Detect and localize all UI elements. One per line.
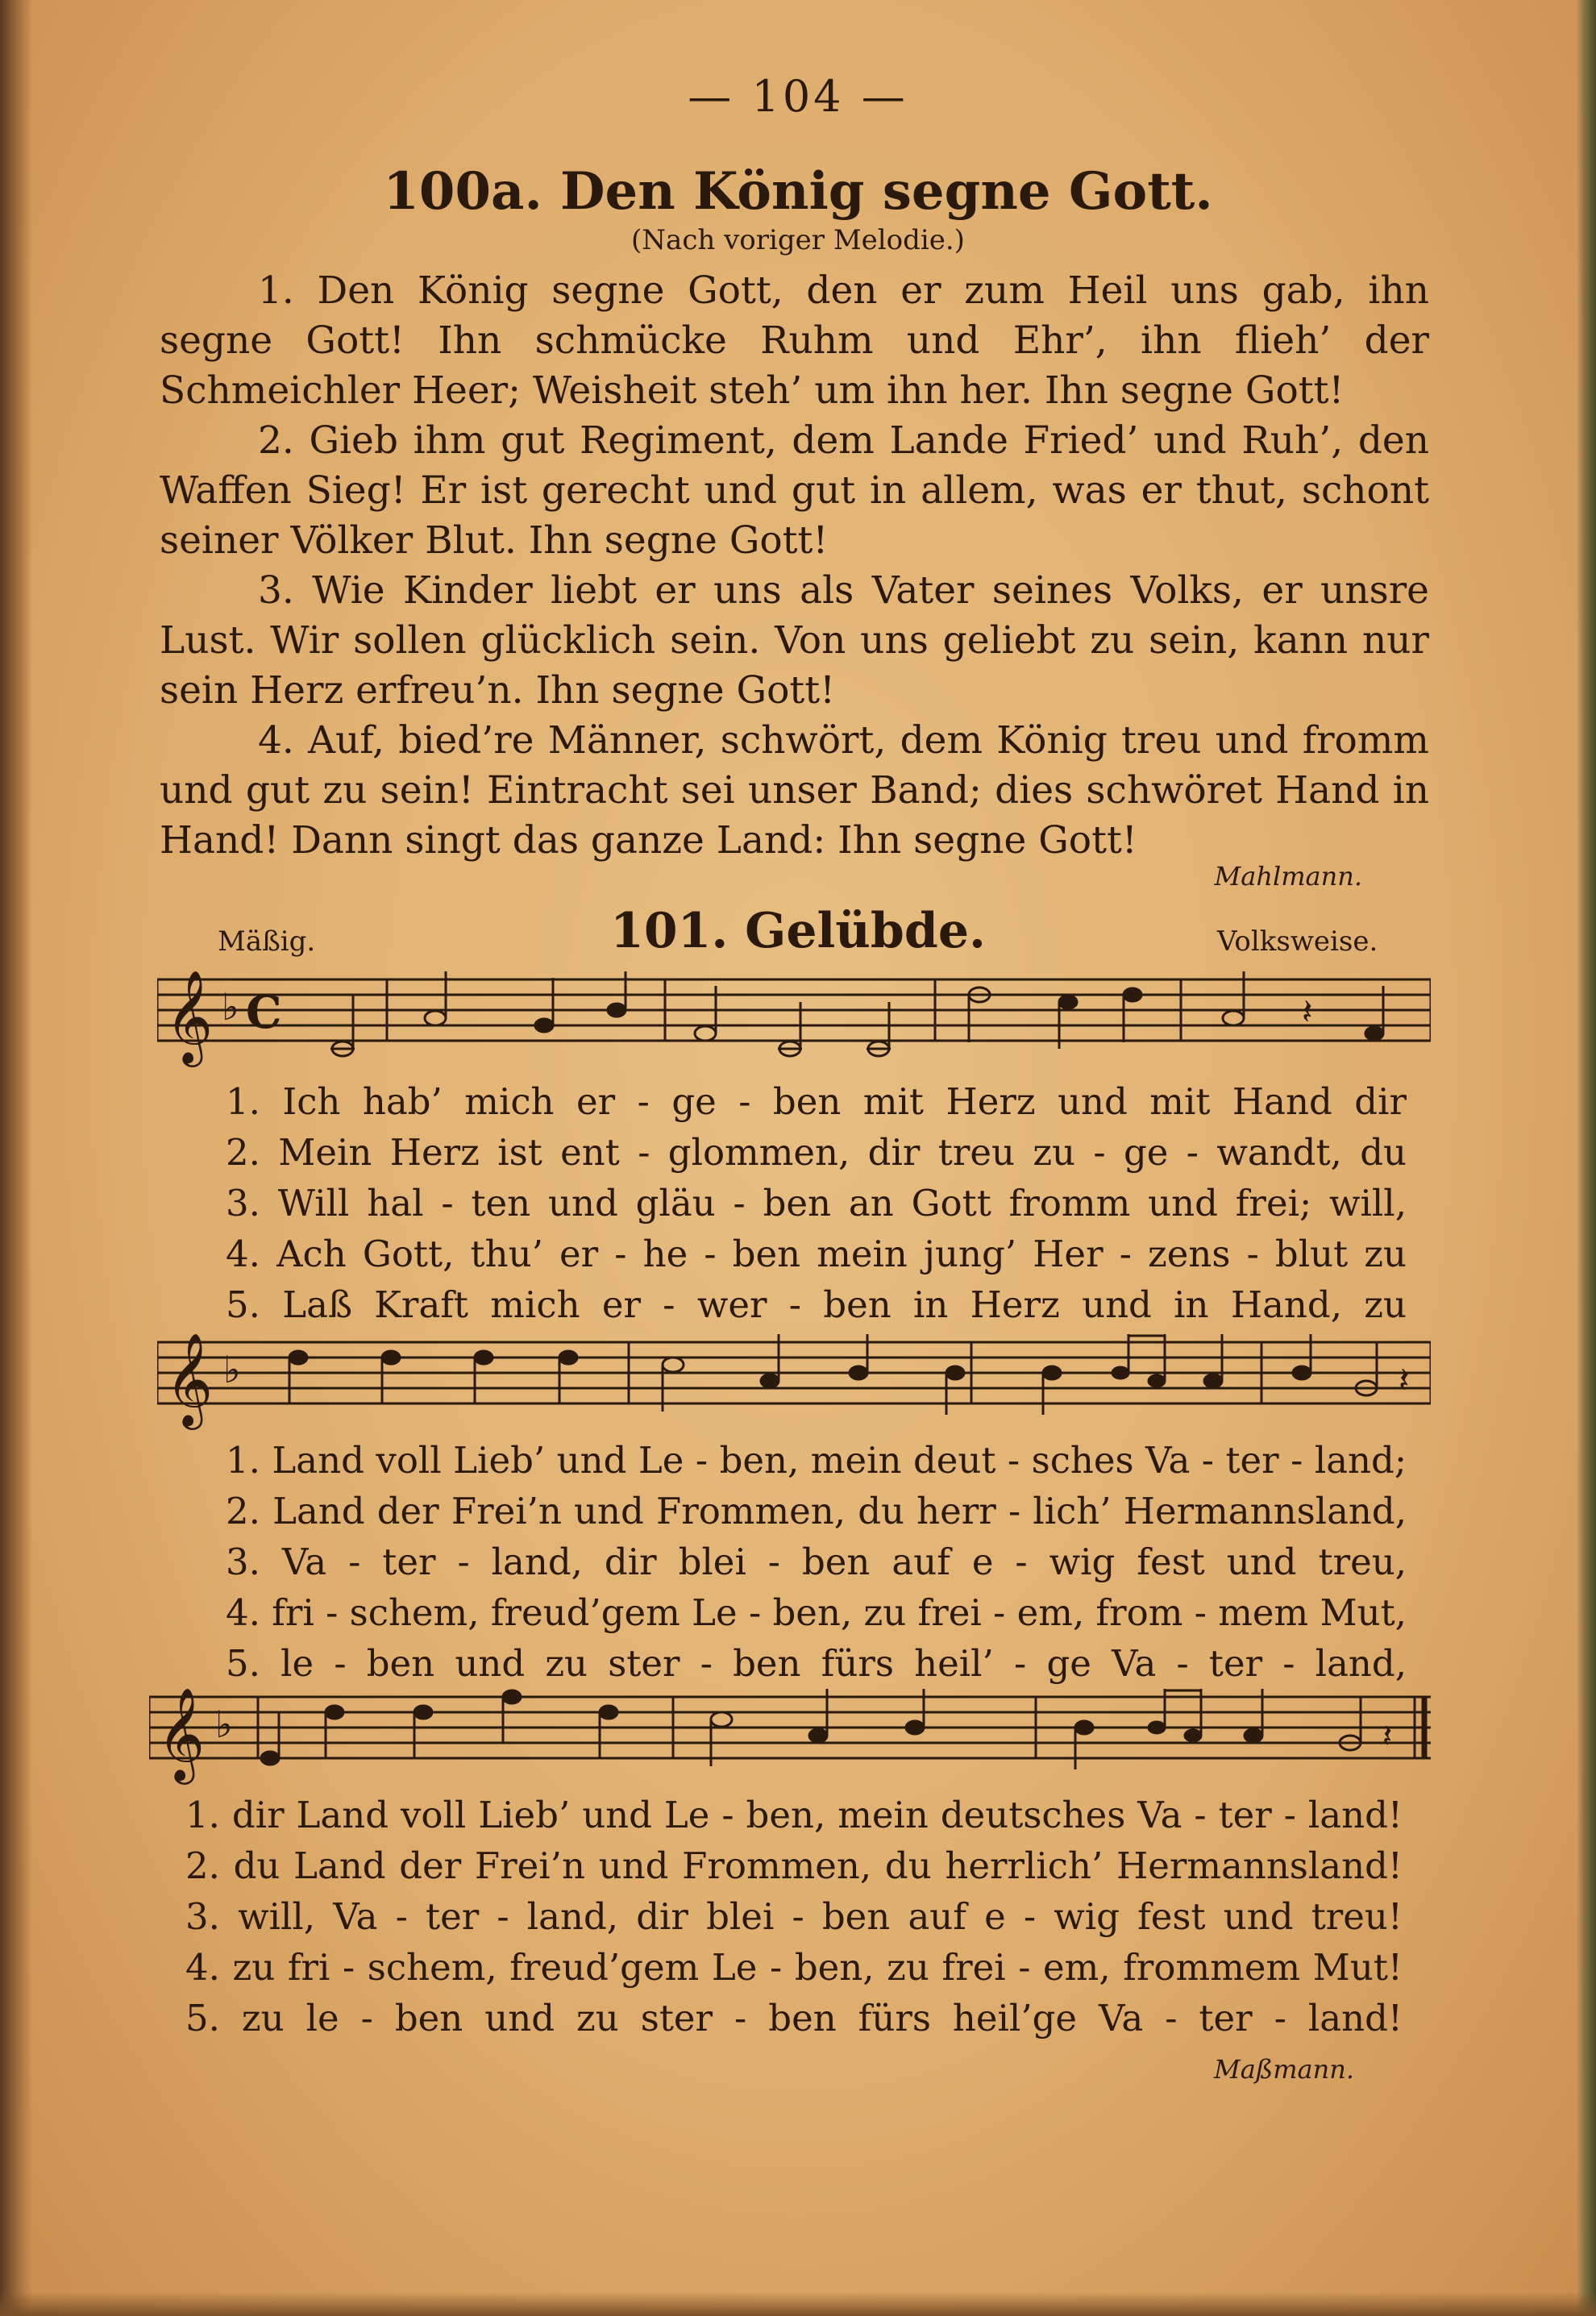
lyric-line: 4. fri - schem, freud’gem Le - ben, zu frei - em, from - mem Mut,: [226, 1591, 1407, 1634]
music-staff-2: [157, 1334, 1431, 1439]
page-edge-left: [0, 0, 32, 2316]
system-3-lyrics: [185, 1790, 1403, 2044]
lyric-line: 2. Mein Herz ist ent - glommen, dir treu zu - ge - wandt, du: [226, 1131, 1407, 1174]
melody-origin: Volksweise.: [1217, 925, 1378, 958]
lyric-line: 3. Va - ter - land, dir blei - ben auf e - wig fest und treu,: [226, 1541, 1407, 1583]
lyric-line: 2. du Land der Frei’n und Frommen, du herrlich’ Hermannsland!: [185, 1844, 1403, 1887]
hymn-100a-author: Mahlmann.: [1214, 861, 1362, 892]
lyric-line: 3. will, Va - ter - land, dir blei - ben auf e - wig fest und treu!: [185, 1895, 1403, 1938]
tempo-marking: Mäßig.: [218, 925, 316, 958]
lyric-line: 4. zu fri - schem, freud’gem Le - ben, zu frei - em, frommem Mut!: [185, 1946, 1403, 1989]
svg-text:𝄽: 𝄽: [1302, 992, 1313, 1033]
lyric-line: 1. Ich hab’ mich er - ge - ben mit Herz und mit Hand dir: [226, 1080, 1407, 1123]
page-edge-bottom: [0, 2292, 1596, 2316]
svg-text:♭: ♭: [215, 1703, 233, 1746]
verse-1: 1. Den König segne Gott, den er zum Heil uns gab, ihn segne Gott! Ihn schmücke Ruhm und Ehr’, ihn flieh’ der Schmeichler Heer; Weisheit steh’ um ihn her. Ihn segne Gott!: [160, 268, 1429, 413]
verse-4: 4. Auf, bied’re Männer, schwört, dem König treu und fromm und gut zu sein! Eintracht sei unser Band; dies schwöret Hand in Hand! Dann singt das ganze Land: Ihn segne Gott!: [160, 718, 1429, 863]
svg-text:𝄞: 𝄞: [157, 1689, 206, 1781]
lyric-line: 1. dir Land voll Lieb’ und Le - ben, mein deutsches Va - ter - land!: [185, 1794, 1403, 1836]
hymn-101-title: 101. Gelübde.: [610, 903, 986, 959]
music-staff-3: [149, 1689, 1431, 1794]
page-edge-right: [1577, 0, 1596, 2316]
hymn-101-author: Maßmann.: [1213, 2054, 1354, 2085]
lyric-line: 4. Ach Gott, thu’ er - he - ben mein jung’ Her - zens - blut zu: [226, 1233, 1407, 1275]
page-number: — 104 —: [688, 71, 908, 122]
verse-3: 3. Wie Kinder liebt er uns als Vater seines Volks, er unsre Lust. Wir sollen glücklich sein. Von uns geliebt zu sein, kann nur sein Herz erfreu’n. Ihn segne Gott!: [160, 568, 1429, 713]
lyric-line: 5. Laß Kraft mich er - wer - ben in Herz und in Hand, zu: [226, 1283, 1407, 1326]
svg-text:♭: ♭: [222, 985, 239, 1029]
hymn-100a-subtitle: (Nach voriger Melodie.): [631, 224, 965, 256]
system-1-lyrics: [226, 1076, 1407, 1330]
lyric-line: 5. zu le - ben und zu ster - ben fürs heil’ge Va - ter - land!: [185, 1997, 1403, 2039]
lyric-line: 1. Land voll Lieb’ und Le - ben, mein deut - sches Va - ter - land;: [226, 1439, 1407, 1482]
hymn-100a-verses: [160, 266, 1429, 866]
lyric-line: 3. Will hal - ten und gläu - ben an Gott fromm und frei; will,: [226, 1182, 1407, 1225]
lyric-line: 5. le - ben und zu ster - ben fürs heil’ - ge Va - ter - land,: [226, 1642, 1407, 1685]
svg-text:𝄞: 𝄞: [165, 1334, 214, 1426]
svg-text:♭: ♭: [223, 1348, 241, 1391]
music-staff-1: [157, 971, 1431, 1084]
svg-text:𝄞: 𝄞: [165, 971, 214, 1063]
svg-text:𝄽: 𝄽: [1382, 1718, 1393, 1755]
lyric-line: 2. Land der Frei’n und Frommen, du herr - lich’ Hermannsland,: [226, 1490, 1407, 1532]
verse-2: 2. Gieb ihm gut Regiment, dem Lande Fried’ und Ruh’, den Waffen Sieg! Er ist gerecht und gut in allem, was er thut, schont seiner Völker Blut. Ihn segne Gott!: [160, 418, 1429, 563]
svg-text:𝄽: 𝄽: [1399, 1360, 1410, 1401]
system-2-lyrics: [226, 1435, 1407, 1689]
hymn-100a-title: 100a. Den König segne Gott.: [383, 161, 1213, 222]
svg-text:C: C: [246, 986, 282, 1039]
